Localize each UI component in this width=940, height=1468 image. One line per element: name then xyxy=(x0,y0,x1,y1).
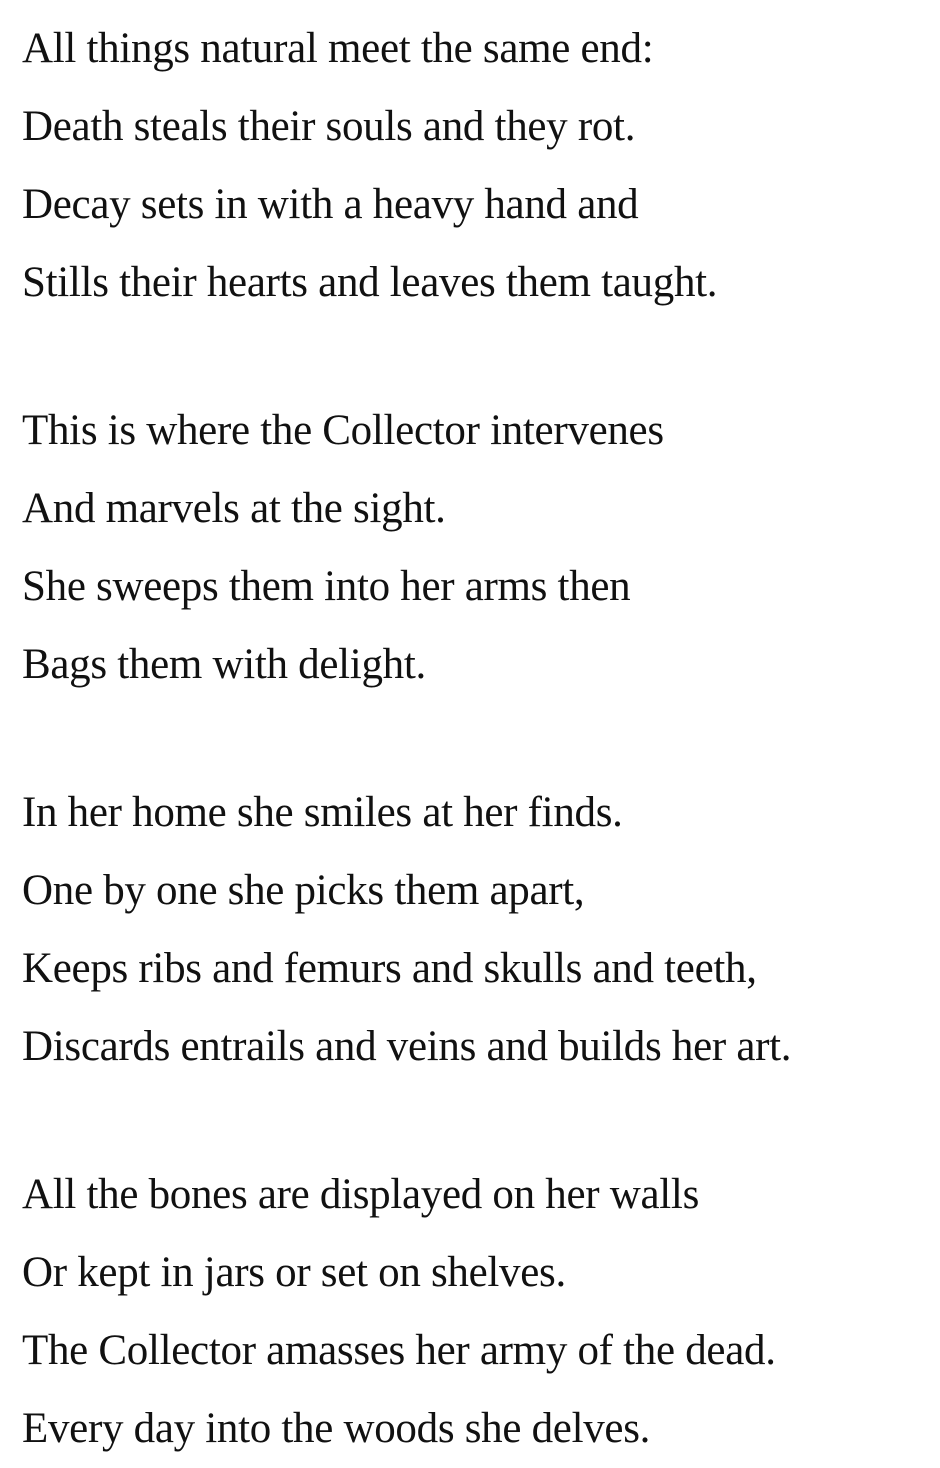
poem-line: In her home she smiles at her finds. xyxy=(22,789,623,836)
poem-line: Death steals their souls and they rot. xyxy=(22,103,636,150)
poem-line: Every day into the woods she delves. xyxy=(22,1405,651,1452)
stanza-4 xyxy=(22,1156,932,1468)
poem-line: This is where the Collector intervenes xyxy=(22,407,664,454)
poem-line: All the bones are displayed on her walls xyxy=(22,1171,700,1218)
stanza-2 xyxy=(22,392,932,704)
poem-line: All things natural meet the same end: xyxy=(22,25,654,72)
poem xyxy=(22,10,932,1468)
poem-line: Discards entrails and veins and builds her art. xyxy=(22,1023,792,1070)
poem-line: One by one she picks them apart, xyxy=(22,867,585,914)
poem-line: Or kept in jars or set on shelves. xyxy=(22,1249,566,1296)
poem-line: She sweeps them into her arms then xyxy=(22,563,631,610)
poem-line: Keeps ribs and femurs and skulls and teeth, xyxy=(22,945,757,992)
poem-line: Decay sets in with a heavy hand and xyxy=(22,181,639,228)
stanza-1 xyxy=(22,10,932,322)
stanza-3 xyxy=(22,774,932,1086)
poem-line: The Collector amasses her army of the dead. xyxy=(22,1327,776,1374)
poem-line: Stills their hearts and leaves them taught. xyxy=(22,259,718,306)
poem-line: And marvels at the sight. xyxy=(22,485,446,532)
poem-line: Bags them with delight. xyxy=(22,641,426,688)
